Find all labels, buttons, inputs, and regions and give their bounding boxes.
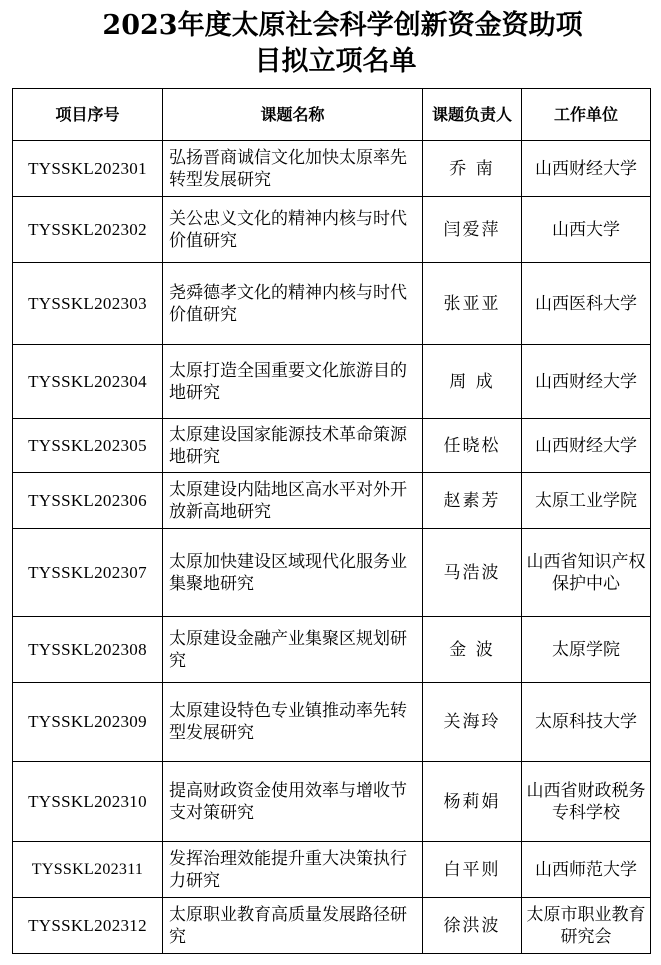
project-unit: 太原工业学院 — [522, 473, 651, 529]
project-lead: 闫爱萍 — [423, 197, 522, 263]
project-unit: 山西省知识产权保护中心 — [522, 529, 651, 617]
header-lead: 课题负责人 — [423, 89, 522, 141]
header-id: 项目序号 — [13, 89, 163, 141]
project-id: TYSSKL202306 — [13, 473, 163, 529]
project-lead: 乔 南 — [423, 141, 522, 197]
project-unit: 山西财经大学 — [522, 345, 651, 419]
project-topic: 太原建设金融产业集聚区规划研究 — [163, 617, 423, 683]
project-unit: 山西医科大学 — [522, 263, 651, 345]
project-id: TYSSKL202309 — [13, 683, 163, 762]
project-unit: 山西财经大学 — [522, 419, 651, 473]
project-topic: 太原建设内陆地区高水平对外开放新高地研究 — [163, 473, 423, 529]
project-id: TYSSKL202310 — [13, 762, 163, 842]
project-unit: 山西师范大学 — [522, 842, 651, 898]
table-row — [13, 683, 651, 762]
project-id: TYSSKL202304 — [13, 345, 163, 419]
project-unit: 太原学院 — [522, 617, 651, 683]
table-row — [13, 141, 651, 197]
project-unit: 太原市职业教育研究会 — [522, 898, 651, 954]
project-list-table — [12, 88, 651, 954]
table-row — [13, 345, 651, 419]
project-lead: 周 成 — [423, 345, 522, 419]
project-topic: 关公忠义文化的精神内核与时代价值研究 — [163, 197, 423, 263]
project-lead: 马浩波 — [423, 529, 522, 617]
project-id: TYSSKL202303 — [13, 263, 163, 345]
project-lead: 白平则 — [423, 842, 522, 898]
table-row — [13, 529, 651, 617]
project-topic: 太原加快建设区域现代化服务业集聚地研究 — [163, 529, 423, 617]
project-id: TYSSKL202301 — [13, 141, 163, 197]
header-topic: 课题名称 — [163, 89, 423, 141]
project-topic: 发挥治理效能提升重大决策执行力研究 — [163, 842, 423, 898]
project-topic: 太原建设特色专业镇推动率先转型发展研究 — [163, 683, 423, 762]
project-lead: 金 波 — [423, 617, 522, 683]
project-unit: 山西大学 — [522, 197, 651, 263]
project-unit: 太原科技大学 — [522, 683, 651, 762]
project-id: TYSSKL202311 — [13, 842, 163, 898]
project-lead: 张亚亚 — [423, 263, 522, 345]
project-id: TYSSKL202307 — [13, 529, 163, 617]
table-row — [13, 762, 651, 842]
project-id: TYSSKL202308 — [13, 617, 163, 683]
project-topic: 太原打造全国重要文化旅游目的地研究 — [163, 345, 423, 419]
project-topic: 太原职业教育高质量发展路径研究 — [163, 898, 423, 954]
project-lead: 关海玲 — [423, 683, 522, 762]
table-row — [13, 898, 651, 954]
project-topic: 弘扬晋商诚信文化加快太原率先转型发展研究 — [163, 141, 423, 197]
project-unit: 山西省财政税务专科学校 — [522, 762, 651, 842]
table-header-row — [13, 89, 651, 141]
project-unit: 山西财经大学 — [522, 141, 651, 197]
project-topic: 尧舜德孝文化的精神内核与时代价值研究 — [163, 263, 423, 345]
project-topic: 提高财政资金使用效率与增收节支对策研究 — [163, 762, 423, 842]
table-row — [13, 617, 651, 683]
header-unit: 工作单位 — [522, 89, 651, 141]
project-lead: 赵素芳 — [423, 473, 522, 529]
project-id: TYSSKL202302 — [13, 197, 163, 263]
project-id: TYSSKL202312 — [13, 898, 163, 954]
table-row — [13, 263, 651, 345]
project-topic: 太原建设国家能源技术革命策源地研究 — [163, 419, 423, 473]
table-row — [13, 842, 651, 898]
table-row — [13, 473, 651, 529]
project-lead: 徐洪波 — [423, 898, 522, 954]
title-line-2: 目拟立项名单 — [254, 46, 417, 77]
title-line-1: 2023年度太原社会科学创新资金资助项 — [102, 10, 583, 41]
project-lead: 杨莉娟 — [423, 762, 522, 842]
table-row — [13, 419, 651, 473]
document-title — [0, 8, 661, 80]
project-id: TYSSKL202305 — [13, 419, 163, 473]
project-lead: 任晓松 — [423, 419, 522, 473]
table-row — [13, 197, 651, 263]
